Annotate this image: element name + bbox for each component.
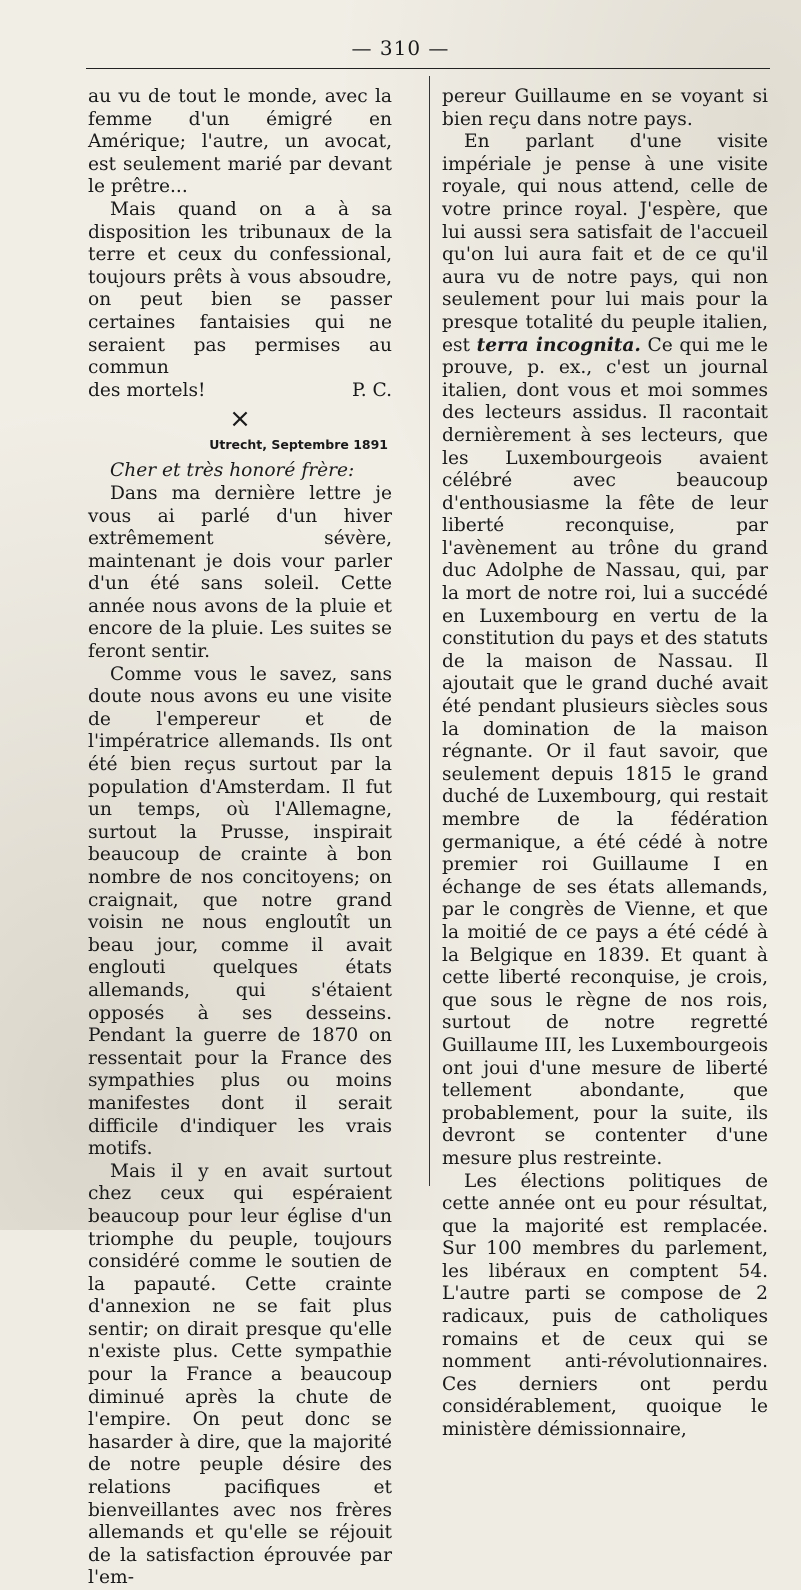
left-column <box>88 86 392 1590</box>
column-divider <box>429 76 430 1186</box>
left-paragraph-4: Comme vous le savez, sans doute nous avons eu une visite de l'empereur et de l'impératrice allemands. Ils ont été bien reçus surtout par la population d'Amsterdam. Il fut un temps, où l'Allemagne, surtout la Prusse, inspirait beaucoup de crainte à bon nombre de nos concitoyens; on craignait, que notre grand voisin ne nous engloutît un beau jour, comme il avait englouti quelques états allemands, qui s'étaient opposés à ses desseins. Pendant la guerre de 1870 on ressentait pour la France des sympathies plus ou moins manifestes dont il serait difficile d'indiquer les vrais motifs. <box>88 663 392 1160</box>
section-separator: × <box>229 404 251 435</box>
left-paragraph-3: Dans ma dernière lettre je vous ai parlé d'un hiver extrêmement sévère, maintenant je dois vour parler d'un été sans soleil. Cette année nous avons de la pluie et encore de la pluie. Les suites se feront sentir. <box>88 482 392 663</box>
right-paragraph-2-end: Ce qui me le prouve, p. ex., c'est un journal italien, dont vous et moi sommes des lecteurs assidus. Il racontait dernièrement à ses lecteurs, que les Luxembourgeois avaient célébré avec beaucoup d'enthousiasme la fête de leur liberté reconquise, par l'avènement au trône du grand duc Adolphe de Nassau, qui, par la mort de notre roi, lui a succédé en Luxembourg en vertu de la constitution du pays et des statuts de la maison de Nassau. Il ajoutait que le grand duché avait été pendant plusieurs siècles sous la domination de la maison régnante. Or il faut savoir, que seulement depuis 1815 le grand duché de Luxembourg, qui restait membre de la fédération germanique, a été cédé à notre premier roi Guillaume I en échange de ses états allemands, par le congrès de Vienne, et que la moitié de ce pays a été cédé à la Belgique en 1839. Et quant à cette liberté reconquise, je crois, que sous le règne de nos rois, surtout de notre regretté Guillaume III, les Luxembourgeois ont joui d'une mesure de liberté tellement abondante, que probablement, pour la suite, ils devront se contenter d'une mesure plus restreinte. <box>442 334 768 1169</box>
left-paragraph-5: Mais il y en avait surtout chez ceux qui espéraient beaucoup pour leur église d'un triomphe du peuple, toujours considéré comme le soutien de la papauté. Cette crainte d'annexion ne se fait plus sentir; on dirait presque qu'elle n'existe plus. Cette sympathie pour la France a beaucoup diminué après la chute de l'empire. On peut donc se hasarder à dire, que la majorité de notre peuple désire des relations pacifiques et bienveillantes avec nos frères allemands et qu'elle se réjouit de la satisfaction éprouvée par l'em- <box>88 1160 392 1589</box>
right-paragraph-2 <box>442 131 768 1170</box>
right-paragraph-3: Les élections politiques de cette année ont eu pour résultat, que la majorité est remplacée. Sur 100 membres du parlement, les libéraux en comptent 54. L'autre parti se compose de 2 radicaux, puis de catholiques romains et de ceux qui se nomment anti-révolutionnaires. Ces derniers ont perdu considérablement, quoique le ministère démissionnaire, <box>442 1170 768 1441</box>
dateline: Utrecht, Septembre 1891 <box>209 437 388 453</box>
right-paragraph-1: pereur Guillaume en se voyant si bien reçu dans notre pays. <box>442 86 768 130</box>
signature-text: des mortels! <box>88 379 206 401</box>
header-rule <box>86 68 770 69</box>
right-paragraph-2-start: En parlant d'une visite impériale je pense à une visite royale, qui nous attend, celle de votre prince royal. J'espère, que lui aussi sera satisfait de l'accueil qu'on lui aura fait et de ce qu'il aura vu de notre pays, qui non seulement pour lui mais pour la presque totalité du peuple italien, est <box>442 131 768 356</box>
left-paragraph-2: Mais quand on a à sa disposition les tribunaux de la terre et ceux du confessional, toujours prêts à vous absoudre, on peut bien se passer certaines fantaisies qui ne seraient pas permises au commun <box>88 198 392 379</box>
right-column <box>442 86 768 1442</box>
signature-initials: P. C. <box>351 379 392 401</box>
salutation: Cher et très honoré frère: <box>110 460 355 482</box>
letter-signature <box>88 380 392 403</box>
italic-phrase: terra incognita. <box>476 334 641 356</box>
left-paragraph-1: au vu de tout le monde, avec la femme d'un émigré en Amérique; l'autre, un avocat, est seulement marié par devant le prêtre... <box>88 86 392 198</box>
page-number: — 310 — <box>351 36 450 60</box>
